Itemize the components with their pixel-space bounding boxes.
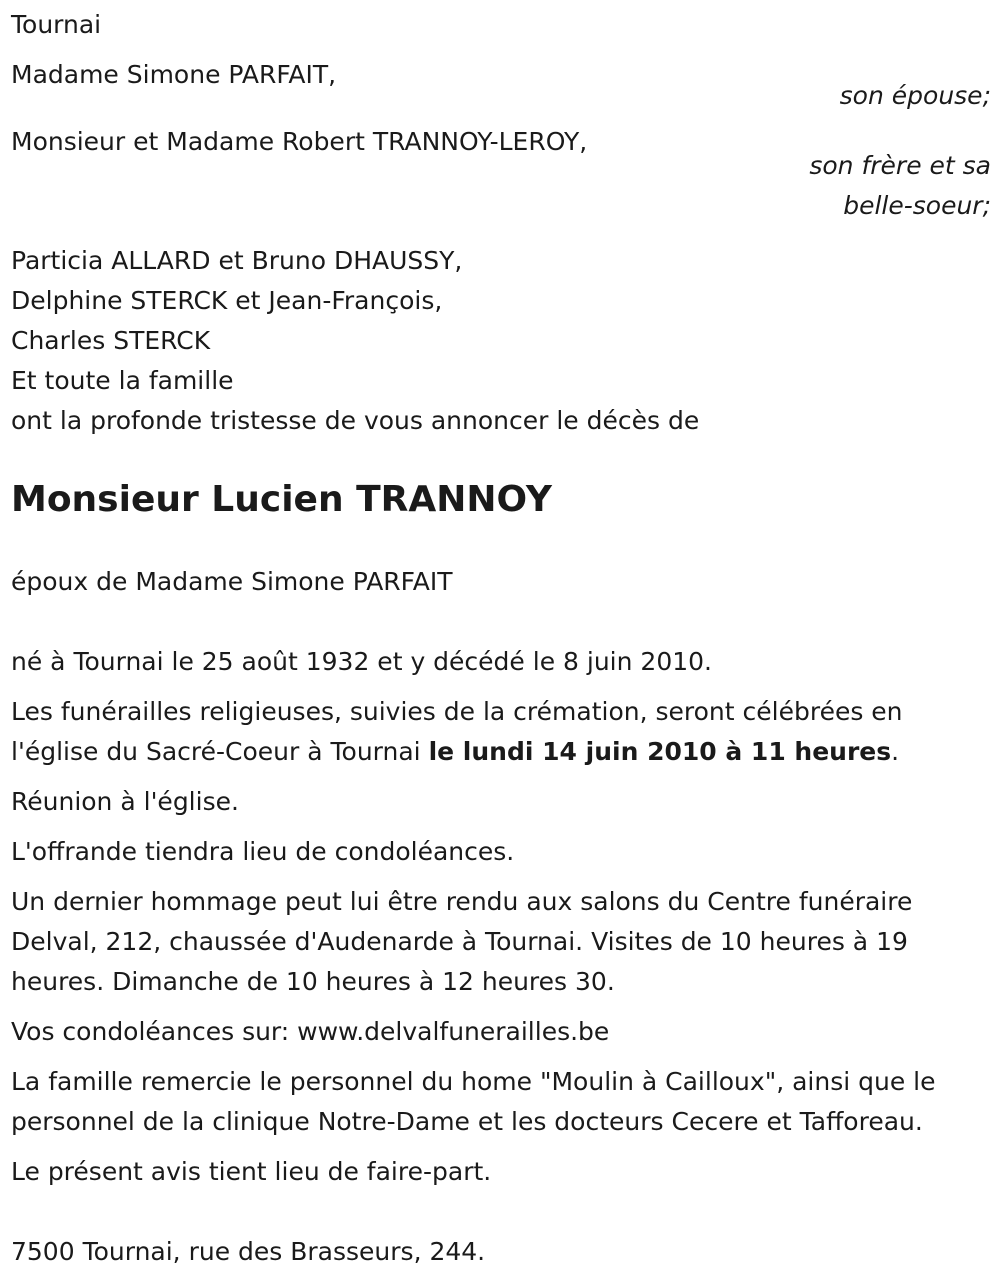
funeral-date: le lundi 14 juin 2010 à 11 heures: [428, 737, 892, 766]
announcement-text: ont la profonde tristesse de vous annoncer le décès de: [11, 406, 700, 435]
brother-relation-line2: belle-soeur;: [843, 191, 991, 220]
deceased-name: Monsieur Lucien TRANNOY: [11, 479, 552, 520]
funeral-text-end: .: [891, 737, 900, 766]
paragraph-faire-part: Le présent avis tient lieu de faire-part.: [11, 1157, 492, 1186]
paragraph-hommage: Un dernier hommage peut lui être rendu aux salons du Centre funéraire Delval, 212, chaussée d'Audenarde à Tournai. Visites de 10 heures à 19 heures. Dimanche de 10 heures à 12 heures 30.: [11, 887, 913, 996]
brother-relation-line1: son frère et sa: [809, 151, 991, 180]
funeral-paragraph: [11, 692, 991, 772]
family-member: Delphine STERCK et Jean-François,: [11, 286, 443, 315]
paragraph-remerciements: La famille remercie le personnel du home "Moulin à Cailloux", ainsi que le personnel de la clinique Notre-Dame et les docteurs Cecere et Tafforeau.: [11, 1067, 936, 1136]
family-member: Particia ALLARD et Bruno DHAUSSY,: [11, 246, 463, 275]
paragraph-offrande: L'offrande tiendra lieu de condoléances.: [11, 837, 515, 866]
spouse-relation: son épouse;: [839, 81, 991, 110]
address: 7500 Tournai, rue des Brasseurs, 244.: [11, 1237, 486, 1266]
paragraph-condoleances: Vos condoléances sur: www.delvalfunerailles.be: [11, 1017, 610, 1046]
obituary-notice: [11, 5, 991, 1272]
funeral-text: Les funérailles religieuses, suivies de la crémation, seront célébrées en l'église du Sacré-Coeur à Tournai: [11, 697, 903, 766]
spouse-of: époux de Madame Simone PARFAIT: [11, 567, 453, 596]
spouse-name: Madame Simone PARFAIT,: [11, 60, 337, 89]
location-header: Tournai: [11, 10, 102, 39]
paragraph-reunion: Réunion à l'église.: [11, 787, 239, 816]
brother-name: Monsieur et Madame Robert TRANNOY-LEROY,: [11, 127, 588, 156]
family-member: Et toute la famille: [11, 366, 234, 395]
birth-death: né à Tournai le 25 août 1932 et y décédé le 8 juin 2010.: [11, 647, 712, 676]
family-member: Charles STERCK: [11, 326, 211, 355]
